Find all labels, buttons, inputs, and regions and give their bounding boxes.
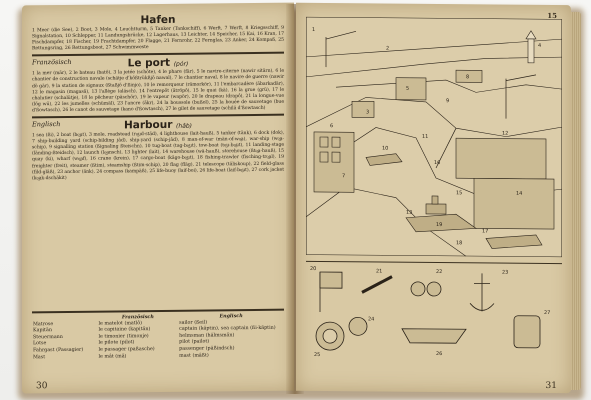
vocab-english: mast (mâßt)	[179, 353, 209, 359]
illustration-label: 1	[312, 26, 316, 33]
vocab-header: Englisch	[219, 313, 243, 320]
german-title: Hafen	[140, 13, 176, 27]
vocab-english: helmsman (hälmsmän)	[179, 332, 235, 339]
items-strip	[306, 261, 562, 360]
english-title-pron: (hâb)	[176, 122, 193, 130]
illustration-label: 5	[406, 85, 410, 92]
illustration-label: 10	[382, 145, 389, 152]
illustration-label: 2	[386, 45, 390, 52]
vocab-german: Lotse	[33, 341, 47, 347]
french-lang-label: Französisch	[32, 58, 72, 67]
vocab-english: captain (käptin), sea captain (ßi-käptin)	[179, 325, 276, 332]
right-page	[296, 3, 571, 393]
english-body: 1 sea (ßi), 2 boat (bo͜ut), 3 mole, roadstead (ro͜ud-städ), 4 lighthouse (lait-hauß), 5 tanker (tänk), 6 dock (dok), 7 ship-building yard (schip-bilding jâd), ship-yard (schip-jâd), 8 man-of-war (män-of-wo͜a), war-ship (wo͜a-schip), 9 signalling station (ßignaling ßteischn), 10 tug-boat (tag-bo͜ut), tow-boat (to͜u-bo͜ut), 11 landing-stage (länding-ßteidsch), 12 launch (lo͜ansch), 13 lighter (lait), 14 warehouse (wä-hauß), storehouse (ßto͜a-hauß), 15 quay (ki), wharf (wo͜af), 16 crane (krein), 17 cargo-boat (kâgo-bo͜ut), 18 fishing-trawler (fisching-tro͜al), 19 freighter (freit), steamer (ßtim), steamship (ßtim-schip), 20 flag (fläg), 21 telescope (täliskoup), 22 field-glass (fild-glâß), 23 anchor (änk), 24 compass (kampäß), 25 life-buoy (laif-boi), 26 life-boat (laif-bo͜ut), 27 cork jacket (ko͜ak-dschäkit)	[32, 130, 284, 182]
vocab-english: sailor (ßeil)	[179, 320, 208, 326]
illustration-label: 19	[436, 222, 443, 229]
vocab-header: Französisch	[121, 314, 154, 321]
vocab-german: Matrose	[33, 321, 54, 327]
right-page-number: 31	[545, 380, 557, 392]
vocab-english: passenger (päßindsch)	[179, 346, 235, 352]
page-edges	[571, 12, 581, 390]
illustration-label: 15	[456, 190, 463, 197]
illustration-label: 8	[466, 74, 470, 81]
vocab-table	[32, 307, 284, 362]
illustration-label: 17	[482, 228, 489, 235]
vocab-french: le pilote (pilot)	[98, 340, 135, 346]
french-title: Le port	[127, 57, 171, 70]
flag-icon	[320, 272, 342, 288]
items-drawing	[306, 262, 562, 360]
illustration-label: 14	[516, 190, 523, 197]
left-page-content	[32, 11, 284, 386]
illustration-label: 12	[502, 130, 509, 137]
illustration-label: 9	[446, 98, 450, 105]
item-label: 23	[502, 269, 509, 276]
illustration-label: 4	[538, 42, 542, 49]
harbour-drawing	[306, 17, 562, 257]
item-label: 20	[310, 265, 317, 272]
corner-number: 15	[547, 10, 557, 21]
vocab-french: le passager (paßasche)	[98, 347, 155, 353]
english-section	[32, 118, 284, 182]
vocab-english: pilot (pailot)	[179, 339, 210, 346]
french-body: 1 la mer (mär), 2 le bateau (batô), 3 la jetée (schöte), 4 le phare (fär), 5 le navire-citerne (nawir sitärn), 6 le chantier de construction navale (schätje d'kõßtrükßjõ nawal), 7 le chantier naval, 8 le navire de guerre (nawir dö gär), 9 la station de signaux (ßtaßjõ d'ßinjo), 10 le remorqueur (rämorkör), 11 l'embarcadère (ãbarkadär), 12 le magasin (magasã), 13 l'allège (aläsch), 14 l'entrepôt (ãtröpô), 15 le quai (kä), 16 la grue (grü), 17 le chalutier (schalütje), 18 le pêcheur (päschör), 19 le vapeur (wapör), 20 le drapeau (drapô), 21 la longue-vue (lõg wü), 22 les jumelles (schümäl), 23 l'ancre (ãkr), 24 la boussole (bußol), 25 la bouée de sauvetage (bue d'ßowtasch), 26 le canot de sauvetage (kano d'ßowtasch), 27 le gilet de sauvetage (schilä d'ßowtasch)	[32, 69, 284, 114]
item-label: 22	[436, 269, 443, 276]
illustration-label: 6	[330, 123, 334, 130]
vocab-german: Mast	[33, 354, 46, 360]
english-lang-label: Englisch	[32, 120, 61, 129]
item-label: 24	[368, 316, 375, 323]
german-section	[32, 13, 284, 53]
harbour-illustration	[306, 17, 562, 257]
illustration-label: 7	[342, 173, 346, 180]
left-page-number: 30	[36, 381, 48, 392]
english-title: Harbour	[123, 118, 173, 132]
vocab-german: Steuermann	[33, 334, 63, 341]
illustration-label: 16	[434, 160, 441, 167]
illustration-label: 13	[406, 209, 413, 216]
vocab-french: le timonier (timonje)	[98, 333, 149, 340]
vocab-french: le capitaine (kapitän)	[98, 327, 151, 333]
vocab-german: Fahrgast (Passagier)	[33, 347, 84, 354]
illustration-label: 3	[366, 109, 370, 116]
item-label: 21	[376, 268, 383, 275]
french-title-pron: (pór)	[173, 61, 189, 69]
vocab-french: le matelot (matlô)	[98, 320, 142, 327]
vocab-french: le mât (mâ)	[98, 353, 127, 360]
illustration-label: 18	[456, 240, 463, 247]
item-label: 25	[314, 351, 321, 359]
item-label: 26	[436, 351, 443, 358]
german-body: 1 Meer (die See), 2 Boot, 3 Mole, 4 Leuchtturm, 5 Tanker (Tankschiff), 6 Werft, 7 Werft, 8 Kriegsschiff, 9 Signalstation, 10 Schlepper, 11 Landungsbrücke, 12 Lagerhaus, 13 Leichter, 14 Speicher, 15 Kai, 16 Kran, 17 Fischdampfer, 18 Fischer, 19 Frachtdampfer, 20 Flagge, 21 Fernrohr, 22 Fernglas, 23 Anker, 24 Kompaß, 25 Rettungsring, 26 Rettungsboot, 27 Schwimmweste	[32, 25, 284, 52]
vocab-german: Kapitän	[33, 328, 52, 334]
item-label: 27	[544, 309, 551, 317]
left-page	[22, 3, 294, 394]
french-section	[32, 56, 284, 114]
illustration-label: 11	[422, 133, 429, 140]
